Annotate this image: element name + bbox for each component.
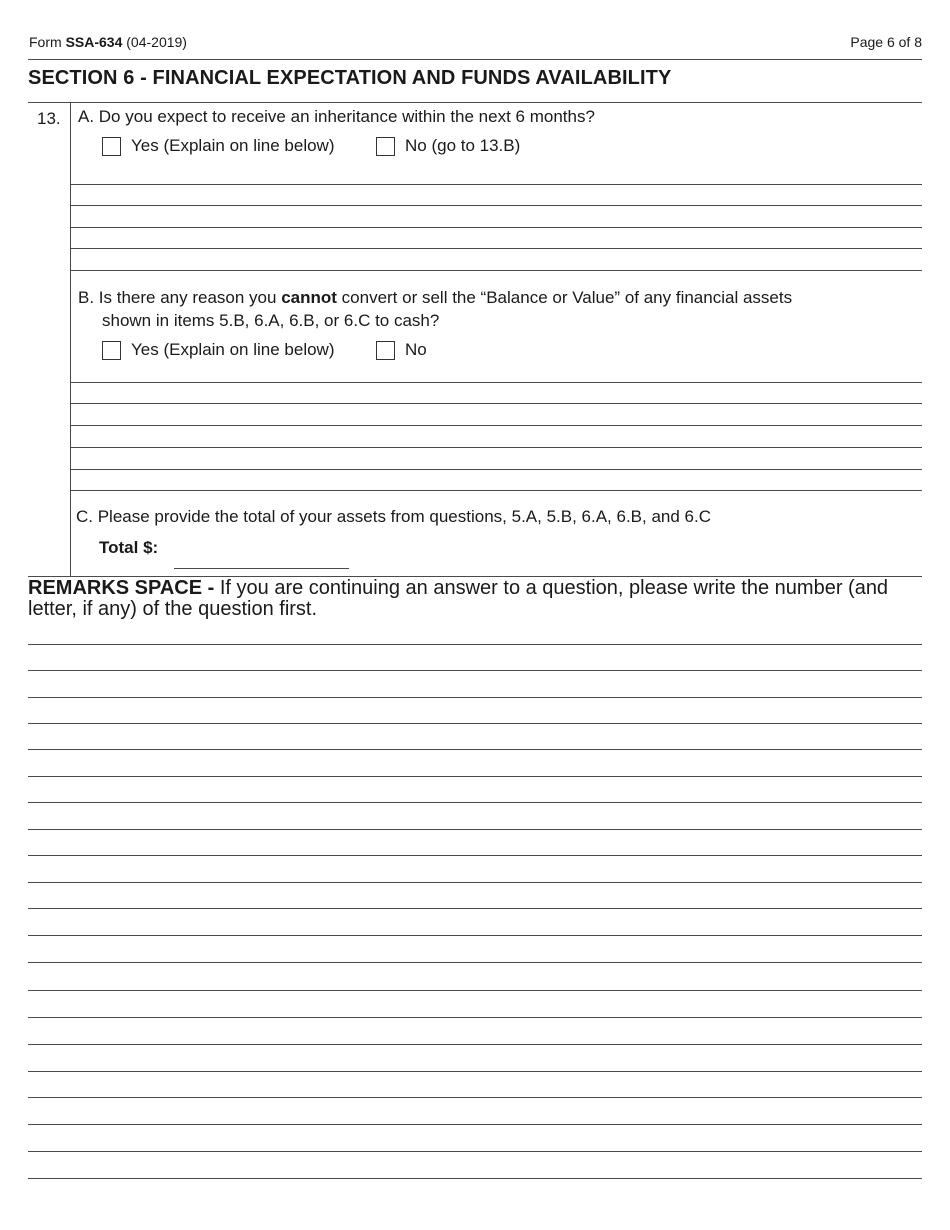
- question-number: 13.: [37, 109, 61, 128]
- remarks-line[interactable]: [28, 644, 922, 645]
- answer-line-13a[interactable]: [70, 270, 922, 271]
- remarks-line[interactable]: [28, 1044, 922, 1045]
- question-13b-no-label: No: [405, 340, 427, 359]
- answer-line-13b[interactable]: [70, 403, 922, 404]
- answer-line-13b[interactable]: [70, 425, 922, 426]
- question-13b-yes-option[interactable]: [102, 340, 335, 360]
- answer-line-13a[interactable]: [70, 248, 922, 249]
- remarks-line[interactable]: [28, 749, 922, 750]
- question-13b-yes-checkbox[interactable]: [102, 341, 121, 360]
- question-13b-yes-label: Yes (Explain on line below): [131, 340, 335, 359]
- remarks-line[interactable]: [28, 776, 922, 777]
- answer-line-13a[interactable]: [70, 227, 922, 228]
- form-identifier: Form SSA-634 (04-2019): [29, 34, 187, 50]
- total-label: Total $:: [99, 538, 159, 557]
- remarks-line[interactable]: [28, 962, 922, 963]
- remarks-line[interactable]: [28, 670, 922, 671]
- answer-line-13b[interactable]: [70, 469, 922, 470]
- form-id: SSA-634: [65, 34, 123, 50]
- question-13b-text-line2: shown in items 5.B, 6.A, 6.B, or 6.C to cash?: [102, 311, 440, 330]
- question-13a-yes-checkbox[interactable]: [102, 137, 121, 156]
- remarks-line[interactable]: [28, 1017, 922, 1018]
- remarks-line[interactable]: [28, 855, 922, 856]
- remarks-heading: [28, 578, 928, 620]
- remarks-line[interactable]: [28, 1097, 922, 1098]
- total-input[interactable]: [174, 568, 349, 569]
- answer-line-13b[interactable]: [70, 447, 922, 448]
- remarks-line[interactable]: [28, 723, 922, 724]
- remarks-line[interactable]: [28, 990, 922, 991]
- section-divider: [28, 102, 922, 103]
- remarks-line[interactable]: [28, 908, 922, 909]
- question-13b-no-checkbox[interactable]: [376, 341, 395, 360]
- remarks-line[interactable]: [28, 697, 922, 698]
- remarks-line[interactable]: [28, 1124, 922, 1125]
- remarks-instructions: If you are continuing an answer to a question, please write the number (and letter, if any) of the question first.: [28, 577, 889, 620]
- remarks-line[interactable]: [28, 802, 922, 803]
- question-13b-no-option[interactable]: [376, 340, 427, 360]
- answer-line-13a[interactable]: [70, 184, 922, 185]
- remarks-line[interactable]: [28, 935, 922, 936]
- question-13a-no-checkbox[interactable]: [376, 137, 395, 156]
- form-date: (04-2019): [126, 34, 187, 50]
- remarks-line[interactable]: [28, 829, 922, 830]
- header-divider: [28, 59, 922, 60]
- answer-line-13b[interactable]: [70, 382, 922, 383]
- remarks-line[interactable]: [28, 1071, 922, 1072]
- question-13a-yes-label: Yes (Explain on line below): [131, 136, 335, 155]
- question-left-border: [70, 102, 71, 576]
- question-13b-text: B. Is there any reason you cannot convert or sell the “Balance or Value” of any financial assets: [78, 288, 793, 307]
- remarks-line[interactable]: [28, 1151, 922, 1152]
- answer-line-13b[interactable]: [70, 490, 922, 491]
- question-13c-text: C. Please provide the total of your assets from questions, 5.A, 5.B, 6.A, 6.B, and 6.C: [76, 507, 712, 526]
- remarks-label: REMARKS SPACE -: [28, 577, 215, 599]
- question-13a-no-option[interactable]: [376, 136, 520, 156]
- page-number: Page 6 of 8: [850, 34, 922, 50]
- remarks-line[interactable]: [28, 882, 922, 883]
- answer-line-13a[interactable]: [70, 205, 922, 206]
- question-13a-no-label: No (go to 13.B): [405, 136, 521, 155]
- question-13a-text: A. Do you expect to receive an inheritance within the next 6 months?: [78, 107, 595, 126]
- remarks-line[interactable]: [28, 1178, 922, 1179]
- section-title: SECTION 6 - FINANCIAL EXPECTATION AND FUNDS AVAILABILITY: [28, 67, 672, 89]
- question-13a-yes-option[interactable]: [102, 136, 335, 156]
